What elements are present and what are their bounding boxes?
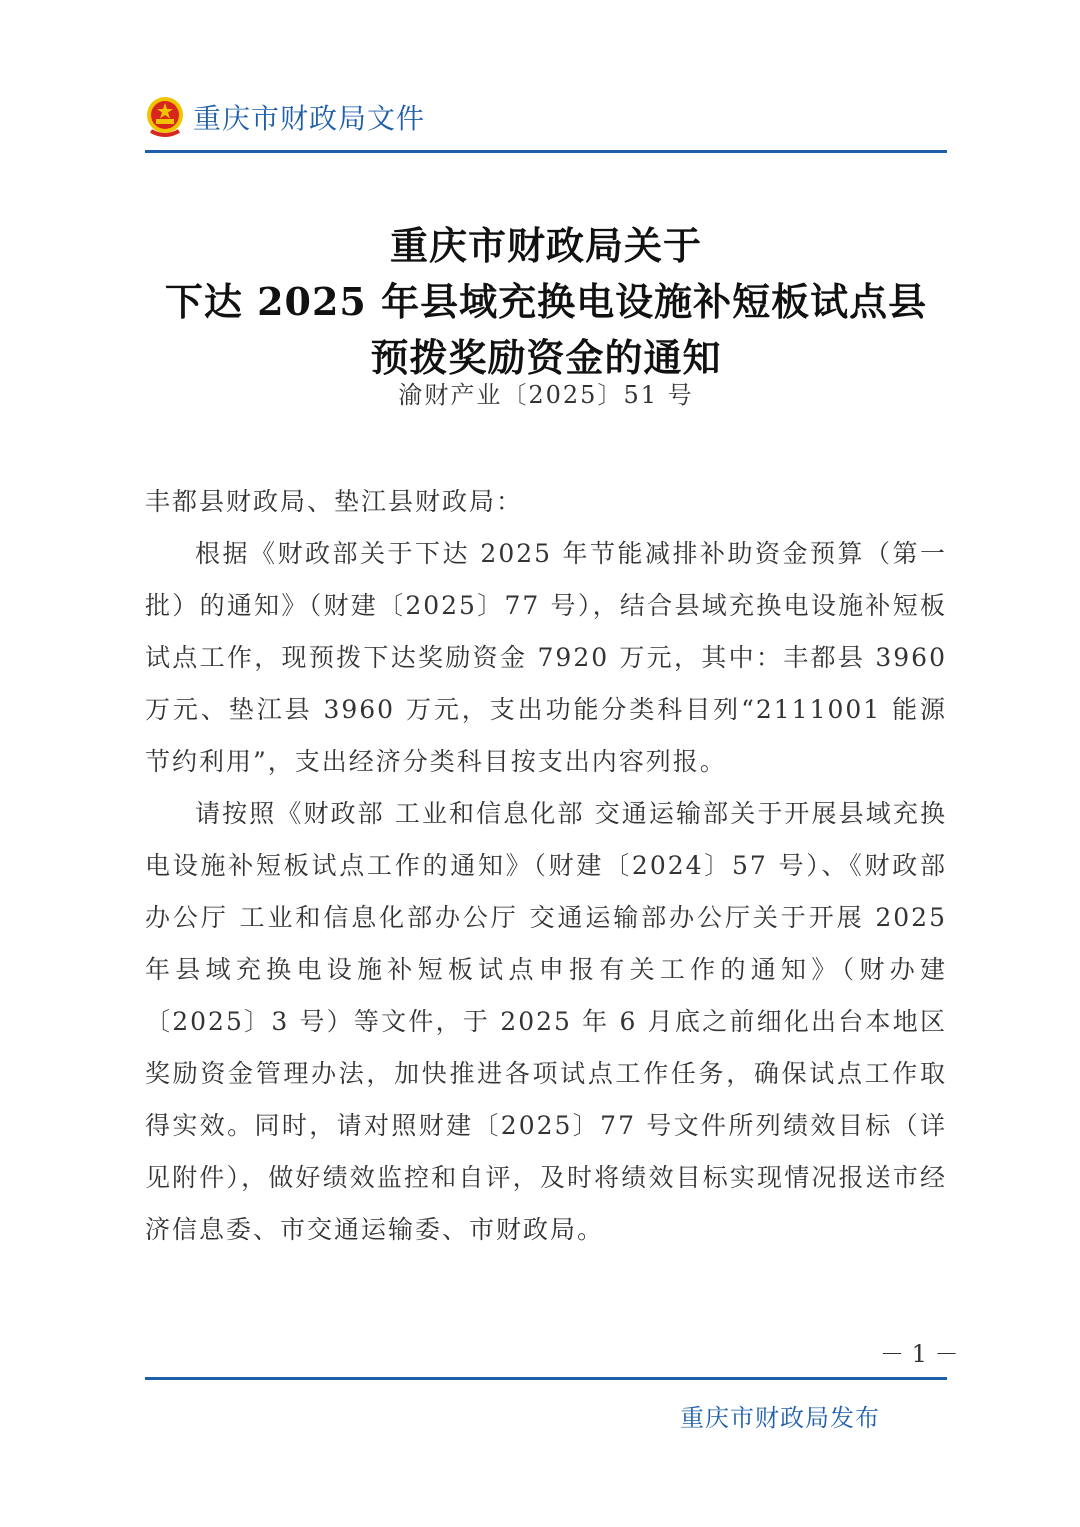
header-rule bbox=[145, 150, 947, 153]
title-line: 预拨奖励资金的通知 bbox=[370, 335, 722, 380]
addressee: 丰都县财政局、垫江县财政局： bbox=[145, 487, 524, 516]
document-number: 渝财产业〔2025〕51 号 bbox=[398, 381, 694, 409]
footer-rule bbox=[145, 1377, 947, 1380]
paragraph: 根据《财政部关于下达 2025 年节能减排补助资金预算（第一批）的通知》（财建〔2025〕77 号），结合县域充换电设施补短板试点工作，现预拨下达奖励资金 7920 万元，其中：丰都县 3960 万元、垫江县 3960 万元，支出功能分类科目列“2111001 能源节约利用”，支出经济分类科目按支出内容列报。 bbox=[145, 539, 947, 776]
title-line: 下达 2025 年县域充换电设施补短板试点县 bbox=[164, 279, 928, 324]
document-body bbox=[145, 476, 947, 1256]
paragraph: 请按照《财政部 工业和信息化部 交通运输部关于开展县域充换电设施补短板试点工作的通知》（财建〔2024〕57 号）、《财政部办公厅 工业和信息化部办公厅 交通运输部办公厅关于开展 2025 年县域充换电设施补短板试点申报有关工作的通知》（财办建〔2025〕3 号）等文件，于 2025 年 6 月底之前细化出台本地区奖励资金管理办法，加快推进各项试点工作任务，确保试点工作取得实效。同时，请对照财建〔2025〕77 号文件所列绩效目标（详见附件），做好绩效监控和自评，及时将绩效目标实现情况报送市经济信息委、市交通运输委、市财政局。 bbox=[145, 799, 947, 1244]
national-emblem-icon bbox=[145, 95, 185, 139]
header-title: 重庆市财政局文件 bbox=[193, 102, 426, 135]
document-header bbox=[145, 92, 425, 142]
document-title bbox=[145, 218, 947, 386]
title-line: 重庆市财政局关于 bbox=[389, 223, 702, 268]
footer-publisher: 重庆市财政局发布 bbox=[680, 1404, 880, 1432]
page-number: － 1 － bbox=[880, 1340, 959, 1368]
